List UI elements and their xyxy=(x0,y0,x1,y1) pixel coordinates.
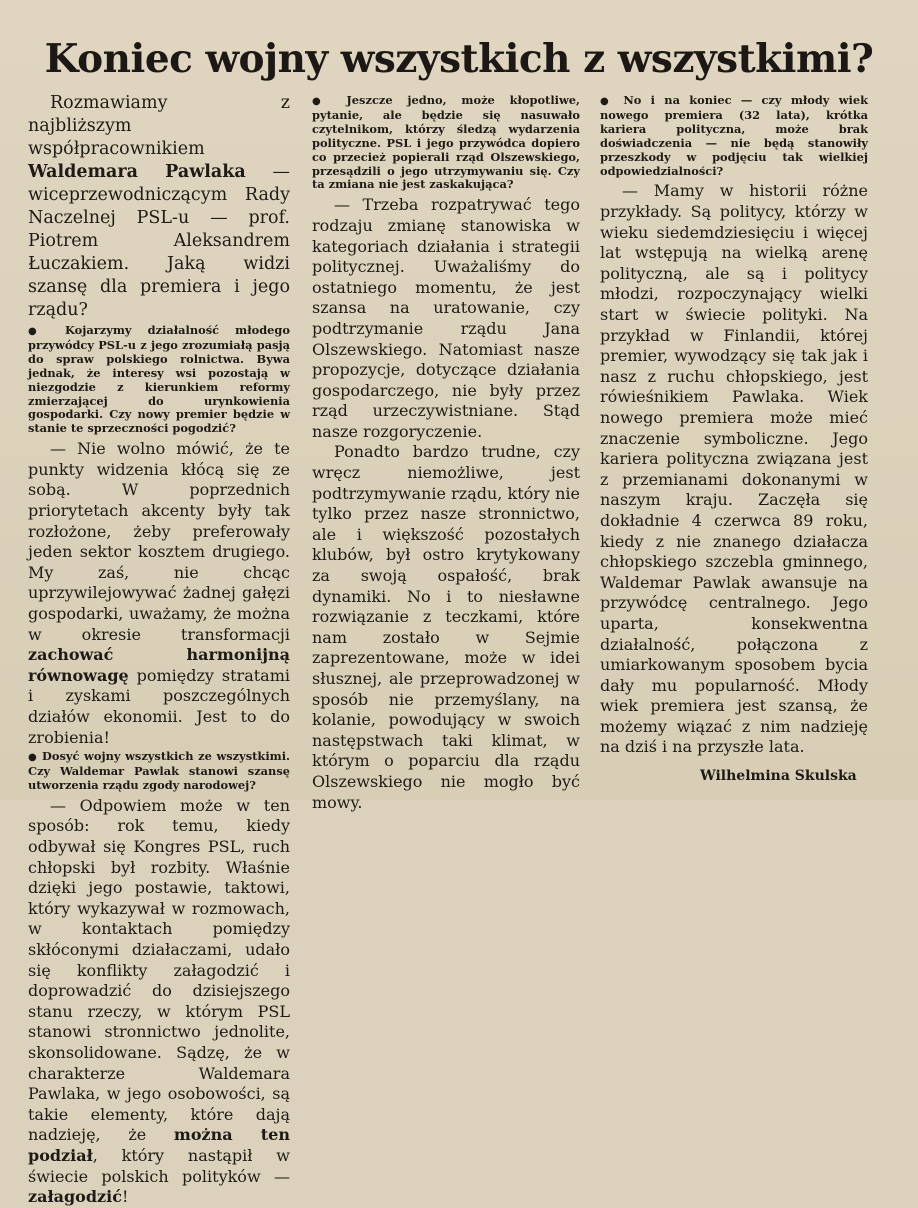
bullet-icon: ● xyxy=(28,752,38,764)
column-3 xyxy=(600,92,868,758)
answer-2-text-2: , który nastąpił w świecie polskich polityków — xyxy=(28,1145,290,1186)
question-2-text: Dosyć wojny wszystkich ze wszystkimi. Czy Waldemar Pawlak stanowi szansę utworzenia rządu zgody narodowej? xyxy=(28,749,290,792)
lead-name: Waldemara Pawlaka xyxy=(28,162,246,182)
answer-2 xyxy=(28,796,290,1208)
article-title: Koniec wojny wszystkich z wszystkimi? xyxy=(44,36,874,82)
answer-1-text-1: — Nie wolno mówić, że te punkty widzenia kłócą się ze sobą. W poprzednich priorytetach akcenty były tak rozłożone, żeby preferowały jeden sektor kosztem drugiego. My zaś, nie chcąc uprzywilejowywać żadnej gałęzi gospodarki, uważamy, że można w okresie transformacji xyxy=(28,439,290,644)
answer-1 xyxy=(28,439,290,748)
answer-2-text-3: ! xyxy=(121,1187,129,1207)
question-4-text: No i na koniec — czy młody wiek nowego premiera (32 lata), krótka kariera polityczna, może brak doświadczenia — nie będą stanowiły przeszkody w podjęciu tak wielkiej odpowiedzialności? xyxy=(600,93,868,178)
answer-2-bold-1: można ten podział xyxy=(28,1125,290,1165)
question-4 xyxy=(600,94,868,178)
bullet-icon: ● xyxy=(312,96,332,107)
question-3 xyxy=(312,94,580,192)
author-signature: Wilhelmina Skulska xyxy=(700,768,857,784)
answer-3-continued: Ponadto bardzo trudne, czy wręcz niemożliwe, jest podtrzymywanie rządu, który nie tylko przez nasze stronnictwo, ale i większość pozostałych klubów, był ostro krytykowany za swoją ospałość, brak dynamiki. No i to niesławne rozwiązanie z teczkami, które nam zostało w Sejmie zaprezentowane, może w idei słusznej, ale przeprowadzonej w sposób nie przemyślany, na kolanie, powodujący w swoich następstwach taki klimat, w którym o poparciu dla rządu Olszewskiego nie mogło być mowy. xyxy=(312,442,580,812)
answer-2-bold-2: załagodzić xyxy=(28,1187,122,1207)
answer-4: — Mamy w historii różne przykłady. Są politycy, którzy w wieku siedemdziesięciu i więcej lat wstępują na wielką arenę polityczną, ale są i politycy młodzi, rozpoczynający wielki start w świecie polityki. Na przykład w Finlandii, której premier, wywodzący się tak jak i nasz z ruchu chłopskiego, jest rówieśnikiem Pawlaka. Wiek nowego premiera może mieć znaczenie symboliczne. Jego kariera polityczna związana jest z przemianami dokonanymi w naszym kraju. Zaczęła się dokładnie 4 czerwca 89 roku, kiedy z nie znanego działacza chłopskiego szczebla gminnego, Waldemar Pawlak awansuje na przywódcę centralnego. Jego uparta, konsekwentna działalność, połączona z umiarkowanym sposobem bycia dały mu popularność. Młody wiek premiera jest szansą, że możemy wiązać z nim nadzieję na dziś i na przyszłe lata. xyxy=(600,181,868,757)
lead-text-1: Rozmawiamy z najbliższym współpracownikiem xyxy=(28,93,290,159)
lead-text-2: — wiceprzewodniczącym Rady Naczelnej PSL-u — prof. Piotrem Aleksandrem Łuczakiem. Jaką widzi szansę dla premiera i jego rządu? xyxy=(28,162,290,320)
answer-2-text-1: — Odpowiem może w ten sposób: rok temu, kiedy odbywał się Kongres PSL, ruch chłopski był rozbity. Właśnie dzięki jego postawie, taktowi, który wykazywał w rozmowach, w kontaktach pomiędzy skłóconymi działaczami, udało się konflikty załagodzić i doprowadzić do dzisiejszego stanu rzeczy, w którym PSL stanowi stronnictwo jednolite, skonsolidowane. Sądzę, że w charakterze Waldemara Pawlaka, w jego osobowości, są takie elementy, które dają nadzieję, że xyxy=(28,795,290,1145)
bullet-icon: ● xyxy=(600,96,615,107)
answer-1-bold: zachować harmonijną równowagę xyxy=(28,645,290,685)
answer-1-text-2: pomiędzy stratami i zyskami poszczególnych działów ekonomii. Jest to do zrobienia! xyxy=(28,665,290,747)
answer-3: — Trzeba rozpatrywać tego rodzaju zmianę stanowiska w kategoriach działania i strategii politycznej. Uważaliśmy do ostatniego momentu, że jest szansa na uratowanie, czy podtrzymanie rządu Jana Olszewskiego. Natomiast nasze propozycje, dotyczące działania gospodarczego, nie były przez rząd urzeczywistniane. Stąd nasze rozgoryczenie. xyxy=(312,195,580,441)
question-1-text: Kojarzymy działalność młodego przywódcy PSL-u z jego zrozumiałą pasją do spraw polskiego rolnictwa. Bywa jednak, że interesy wsi pozostają w niezgodzie z kierunkiem reformy zmierzającej do urynkowienia gospodarki. Czy nowy premier będzie w stanie te sprzeczności pogodzić? xyxy=(28,323,290,436)
question-2 xyxy=(28,750,290,793)
column-1 xyxy=(28,92,290,1208)
column-2 xyxy=(312,92,580,813)
lead-paragraph xyxy=(28,92,290,322)
question-1 xyxy=(28,324,290,436)
question-3-text: Jeszcze jedno, może kłopotliwe, pytanie, ale będzie się nasuwało czytelnikom, którzy śledzą wydarzenia polityczne. PSL i jego przywódca dopiero co przecież popierali rząd Olszewskiego, przesądzili o jego utrzymywaniu się. Czy ta zmiana nie jest zaskakująca? xyxy=(312,93,580,192)
bullet-icon: ● xyxy=(28,326,49,337)
